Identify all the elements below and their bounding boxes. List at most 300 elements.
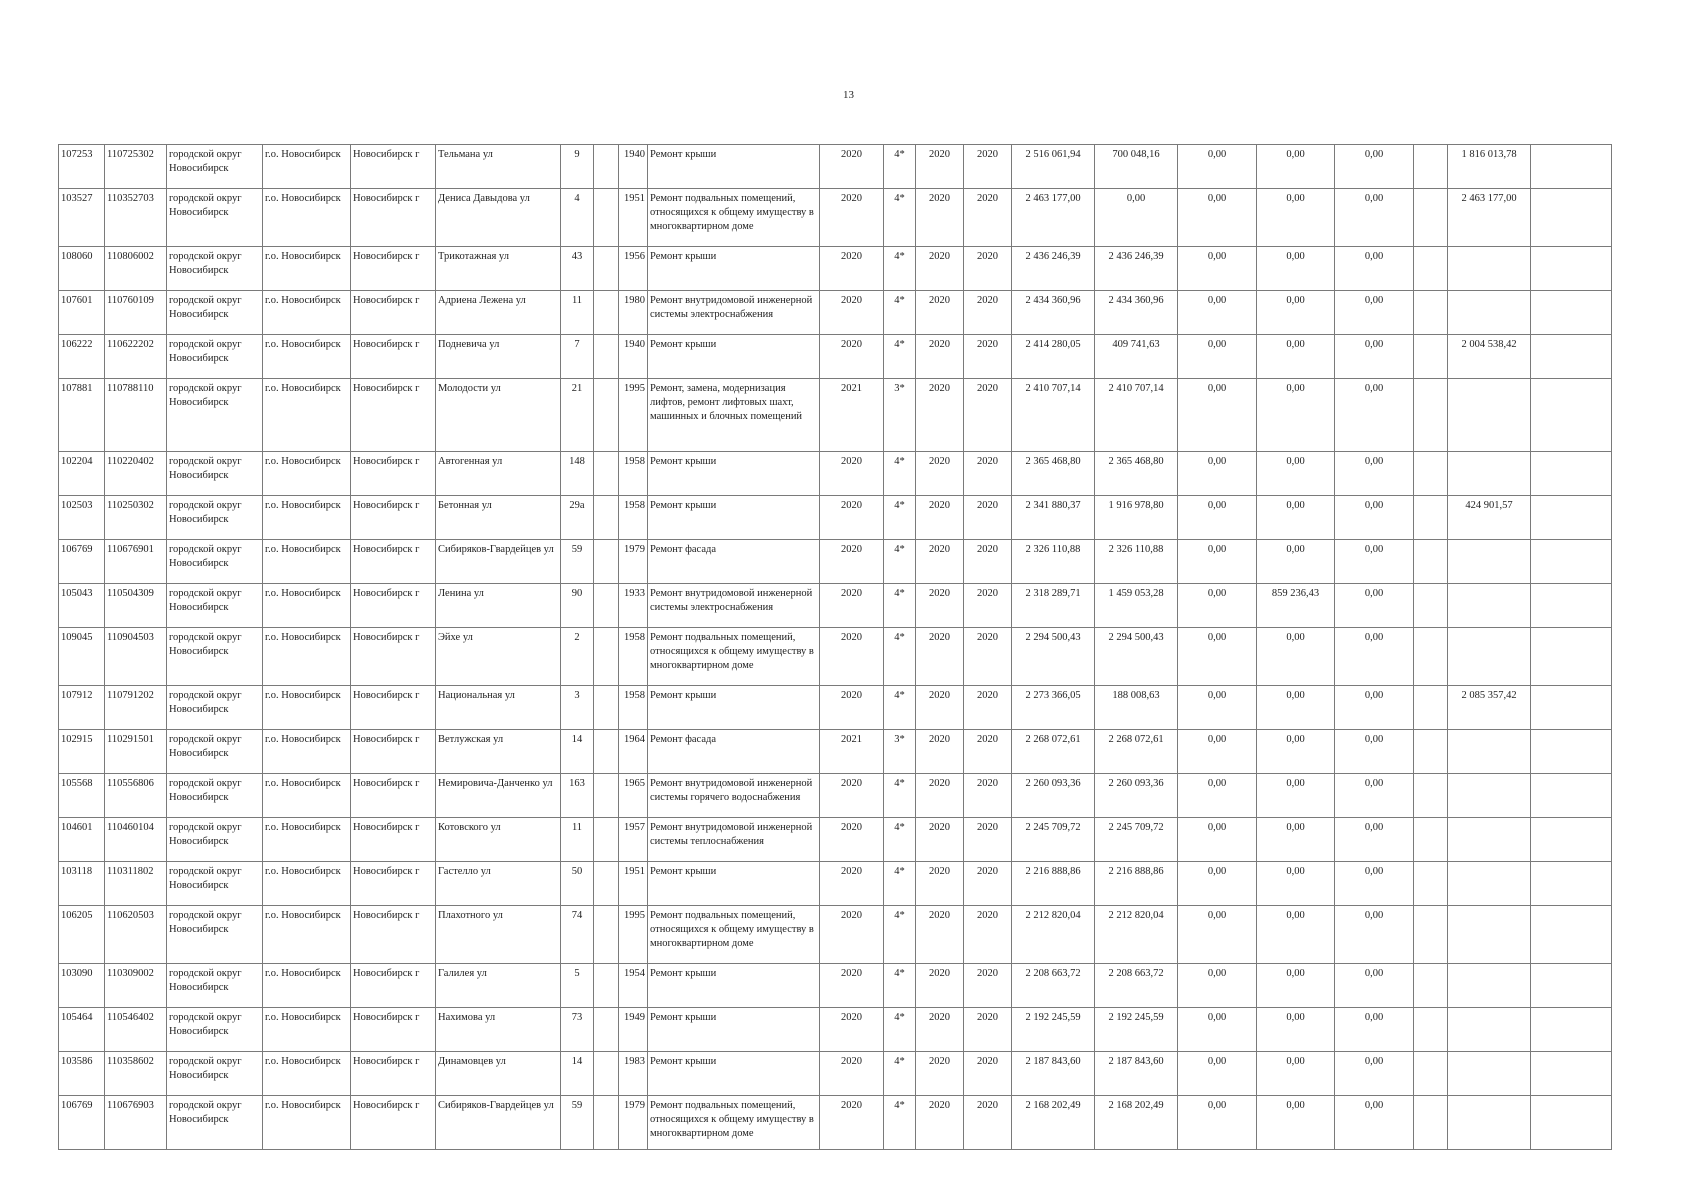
cell-extra — [1414, 335, 1448, 379]
cell-note — [1531, 247, 1612, 291]
cell-house-code: 110676903 — [105, 1096, 167, 1150]
cell-start-year: 2020 — [916, 906, 964, 964]
cell-work-type: Ремонт фасада — [648, 730, 820, 774]
cell-end-year: 2020 — [964, 496, 1012, 540]
cell-city: Новосибирск г — [351, 540, 436, 584]
cell-work-type: Ремонт внутридомовой инженерной системы электроснабжения — [648, 291, 820, 335]
table-row — [59, 496, 1612, 540]
cell-note — [1531, 496, 1612, 540]
cell-settlement: г.о. Новосибирск — [263, 862, 351, 906]
cell-end-year: 2020 — [964, 730, 1012, 774]
cell-plan-year: 2020 — [820, 862, 884, 906]
cell-house-code: 110546402 — [105, 1008, 167, 1052]
cell-start-year: 2020 — [916, 247, 964, 291]
cell-note — [1531, 906, 1612, 964]
cell-extra — [1414, 906, 1448, 964]
cell-other-sources: 1 816 013,78 — [1448, 145, 1531, 189]
cell-street: Сибиряков-Гвардейцев ул — [436, 540, 561, 584]
cell-building — [594, 628, 619, 686]
cell-plan-year: 2020 — [820, 584, 884, 628]
cell-fund-owners: 0,00 — [1335, 291, 1414, 335]
cell-fund-federal: 0,00 — [1178, 189, 1257, 247]
cell-total-cost: 2 268 072,61 — [1012, 730, 1095, 774]
cell-plan-year: 2020 — [820, 1008, 884, 1052]
cell-fund-owners: 0,00 — [1335, 335, 1414, 379]
cell-house-number: 7 — [561, 335, 594, 379]
cell-object-id: 105568 — [59, 774, 105, 818]
cell-house-code: 110358602 — [105, 1052, 167, 1096]
cell-year-built: 1958 — [619, 496, 648, 540]
cell-fund-regional: 2 365 468,80 — [1095, 452, 1178, 496]
cell-house-code: 110291501 — [105, 730, 167, 774]
cell-work-type: Ремонт крыши — [648, 145, 820, 189]
cell-fund-municipal: 0,00 — [1257, 189, 1335, 247]
cell-end-year: 2020 — [964, 1008, 1012, 1052]
cell-object-id: 105464 — [59, 1008, 105, 1052]
cell-start-year: 2020 — [916, 818, 964, 862]
cell-fund-municipal: 0,00 — [1257, 774, 1335, 818]
cell-fund-regional: 2 260 093,36 — [1095, 774, 1178, 818]
cell-fund-regional: 2 168 202,49 — [1095, 1096, 1178, 1150]
cell-extra — [1414, 247, 1448, 291]
cell-street: Сибиряков-Гвардейцев ул — [436, 1096, 561, 1150]
cell-building — [594, 540, 619, 584]
cell-object-id: 102204 — [59, 452, 105, 496]
cell-year-built: 1951 — [619, 862, 648, 906]
cell-street: Тельмана ул — [436, 145, 561, 189]
cell-city: Новосибирск г — [351, 964, 436, 1008]
cell-note — [1531, 964, 1612, 1008]
cell-year-built: 1956 — [619, 247, 648, 291]
cell-municipality: городской округ Новосибирск — [167, 1096, 263, 1150]
table-row — [59, 145, 1612, 189]
cell-fund-owners: 0,00 — [1335, 774, 1414, 818]
cell-fund-federal: 0,00 — [1178, 584, 1257, 628]
cell-object-id: 107253 — [59, 145, 105, 189]
cell-total-cost: 2 245 709,72 — [1012, 818, 1095, 862]
cell-extra — [1414, 145, 1448, 189]
cell-work-type: Ремонт внутридомовой инженерной системы горячего водоснабжения — [648, 774, 820, 818]
cell-extra — [1414, 291, 1448, 335]
cell-municipality: городской округ Новосибирск — [167, 247, 263, 291]
cell-start-year: 2020 — [916, 540, 964, 584]
cell-total-cost: 2 436 246,39 — [1012, 247, 1095, 291]
cell-plan-year: 2020 — [820, 247, 884, 291]
cell-fund-municipal: 0,00 — [1257, 818, 1335, 862]
cell-plan-year: 2020 — [820, 291, 884, 335]
cell-total-cost: 2 187 843,60 — [1012, 1052, 1095, 1096]
cell-municipality: городской округ Новосибирск — [167, 584, 263, 628]
cell-priority: 4* — [884, 335, 916, 379]
cell-fund-municipal: 0,00 — [1257, 730, 1335, 774]
cell-priority: 3* — [884, 379, 916, 452]
cell-fund-regional: 0,00 — [1095, 189, 1178, 247]
cell-end-year: 2020 — [964, 774, 1012, 818]
cell-plan-year: 2020 — [820, 686, 884, 730]
table-row — [59, 818, 1612, 862]
cell-end-year: 2020 — [964, 964, 1012, 1008]
cell-priority: 4* — [884, 540, 916, 584]
cell-plan-year: 2020 — [820, 145, 884, 189]
cell-fund-federal: 0,00 — [1178, 335, 1257, 379]
cell-fund-owners: 0,00 — [1335, 584, 1414, 628]
cell-note — [1531, 145, 1612, 189]
cell-settlement: г.о. Новосибирск — [263, 189, 351, 247]
cell-fund-regional: 2 208 663,72 — [1095, 964, 1178, 1008]
cell-municipality: городской округ Новосибирск — [167, 964, 263, 1008]
cell-municipality: городской округ Новосибирск — [167, 818, 263, 862]
cell-street: Адриена Лежена ул — [436, 291, 561, 335]
cell-year-built: 1949 — [619, 1008, 648, 1052]
cell-building — [594, 686, 619, 730]
cell-municipality: городской округ Новосибирск — [167, 189, 263, 247]
cell-municipality: городской округ Новосибирск — [167, 540, 263, 584]
cell-municipality: городской округ Новосибирск — [167, 379, 263, 452]
cell-fund-owners: 0,00 — [1335, 247, 1414, 291]
cell-other-sources — [1448, 730, 1531, 774]
table-row — [59, 540, 1612, 584]
cell-year-built: 1983 — [619, 1052, 648, 1096]
cell-priority: 3* — [884, 730, 916, 774]
cell-priority: 4* — [884, 145, 916, 189]
cell-street: Бетонная ул — [436, 496, 561, 540]
cell-other-sources: 2 085 357,42 — [1448, 686, 1531, 730]
cell-year-built: 1951 — [619, 189, 648, 247]
cell-start-year: 2020 — [916, 335, 964, 379]
cell-object-id: 108060 — [59, 247, 105, 291]
cell-street: Эйхе ул — [436, 628, 561, 686]
cell-extra — [1414, 628, 1448, 686]
cell-fund-municipal: 0,00 — [1257, 1052, 1335, 1096]
cell-house-code: 110250302 — [105, 496, 167, 540]
cell-plan-year: 2021 — [820, 379, 884, 452]
cell-priority: 4* — [884, 628, 916, 686]
cell-fund-federal: 0,00 — [1178, 1052, 1257, 1096]
cell-street: Автогенная ул — [436, 452, 561, 496]
cell-street: Ветлужская ул — [436, 730, 561, 774]
cell-extra — [1414, 452, 1448, 496]
cell-fund-regional: 2 212 820,04 — [1095, 906, 1178, 964]
table-row — [59, 291, 1612, 335]
cell-plan-year: 2020 — [820, 452, 884, 496]
cell-building — [594, 818, 619, 862]
cell-extra — [1414, 584, 1448, 628]
cell-note — [1531, 686, 1612, 730]
cell-street: Котовского ул — [436, 818, 561, 862]
cell-house-number: 29а — [561, 496, 594, 540]
cell-municipality: городской округ Новосибирск — [167, 686, 263, 730]
cell-fund-owners: 0,00 — [1335, 862, 1414, 906]
table-row — [59, 584, 1612, 628]
cell-fund-owners: 0,00 — [1335, 189, 1414, 247]
cell-total-cost: 2 192 245,59 — [1012, 1008, 1095, 1052]
cell-end-year: 2020 — [964, 247, 1012, 291]
cell-year-built: 1980 — [619, 291, 648, 335]
cell-end-year: 2020 — [964, 628, 1012, 686]
cell-house-code: 110504309 — [105, 584, 167, 628]
cell-fund-federal: 0,00 — [1178, 145, 1257, 189]
cell-house-code: 110788110 — [105, 379, 167, 452]
cell-fund-federal: 0,00 — [1178, 964, 1257, 1008]
cell-house-code: 110460104 — [105, 818, 167, 862]
cell-fund-regional: 2 245 709,72 — [1095, 818, 1178, 862]
cell-house-number: 4 — [561, 189, 594, 247]
cell-plan-year: 2020 — [820, 189, 884, 247]
cell-city: Новосибирск г — [351, 1052, 436, 1096]
cell-extra — [1414, 540, 1448, 584]
cell-fund-federal: 0,00 — [1178, 862, 1257, 906]
cell-municipality: городской округ Новосибирск — [167, 291, 263, 335]
cell-work-type: Ремонт крыши — [648, 452, 820, 496]
cell-city: Новосибирск г — [351, 291, 436, 335]
cell-total-cost: 2 516 061,94 — [1012, 145, 1095, 189]
cell-plan-year: 2020 — [820, 628, 884, 686]
cell-settlement: г.о. Новосибирск — [263, 686, 351, 730]
cell-priority: 4* — [884, 584, 916, 628]
cell-fund-municipal: 0,00 — [1257, 247, 1335, 291]
cell-settlement: г.о. Новосибирск — [263, 964, 351, 1008]
cell-fund-owners: 0,00 — [1335, 818, 1414, 862]
cell-fund-federal: 0,00 — [1178, 730, 1257, 774]
cell-year-built: 1954 — [619, 964, 648, 1008]
cell-other-sources — [1448, 291, 1531, 335]
cell-object-id: 102915 — [59, 730, 105, 774]
cell-city: Новосибирск г — [351, 730, 436, 774]
cell-other-sources — [1448, 247, 1531, 291]
cell-house-number: 148 — [561, 452, 594, 496]
cell-priority: 4* — [884, 862, 916, 906]
cell-object-id: 103118 — [59, 862, 105, 906]
cell-building — [594, 452, 619, 496]
cell-start-year: 2020 — [916, 1052, 964, 1096]
cell-other-sources — [1448, 1096, 1531, 1150]
cell-note — [1531, 774, 1612, 818]
cell-other-sources — [1448, 452, 1531, 496]
cell-settlement: г.о. Новосибирск — [263, 379, 351, 452]
cell-fund-municipal: 0,00 — [1257, 628, 1335, 686]
table-row — [59, 862, 1612, 906]
cell-note — [1531, 335, 1612, 379]
cell-work-type: Ремонт крыши — [648, 1008, 820, 1052]
cell-other-sources — [1448, 906, 1531, 964]
cell-work-type: Ремонт крыши — [648, 496, 820, 540]
cell-work-type: Ремонт подвальных помещений, относящихся к общему имуществу в многоквартирном доме — [648, 906, 820, 964]
cell-house-number: 74 — [561, 906, 594, 964]
cell-other-sources — [1448, 862, 1531, 906]
cell-extra — [1414, 964, 1448, 1008]
cell-total-cost: 2 216 888,86 — [1012, 862, 1095, 906]
table-row — [59, 379, 1612, 452]
cell-end-year: 2020 — [964, 1052, 1012, 1096]
cell-house-code: 110725302 — [105, 145, 167, 189]
cell-work-type: Ремонт крыши — [648, 862, 820, 906]
cell-settlement: г.о. Новосибирск — [263, 247, 351, 291]
cell-plan-year: 2020 — [820, 818, 884, 862]
cell-start-year: 2020 — [916, 189, 964, 247]
cell-fund-municipal: 0,00 — [1257, 379, 1335, 452]
cell-end-year: 2020 — [964, 379, 1012, 452]
cell-other-sources: 2 463 177,00 — [1448, 189, 1531, 247]
cell-priority: 4* — [884, 906, 916, 964]
cell-object-id: 104601 — [59, 818, 105, 862]
cell-work-type: Ремонт, замена, модернизация лифтов, ремонт лифтовых шахт, машинных и блочных помещений — [648, 379, 820, 452]
cell-total-cost: 2 326 110,88 — [1012, 540, 1095, 584]
cell-priority: 4* — [884, 452, 916, 496]
cell-object-id: 106769 — [59, 1096, 105, 1150]
cell-extra — [1414, 379, 1448, 452]
cell-fund-federal: 0,00 — [1178, 379, 1257, 452]
cell-city: Новосибирск г — [351, 335, 436, 379]
cell-house-number: 14 — [561, 730, 594, 774]
cell-plan-year: 2020 — [820, 964, 884, 1008]
cell-work-type: Ремонт подвальных помещений, относящихся к общему имуществу в многоквартирном доме — [648, 1096, 820, 1150]
cell-priority: 4* — [884, 774, 916, 818]
cell-house-code: 110620503 — [105, 906, 167, 964]
cell-fund-municipal: 0,00 — [1257, 496, 1335, 540]
cell-note — [1531, 628, 1612, 686]
cell-object-id: 103090 — [59, 964, 105, 1008]
cell-fund-owners: 0,00 — [1335, 496, 1414, 540]
cell-year-built: 1958 — [619, 452, 648, 496]
table-row — [59, 964, 1612, 1008]
cell-plan-year: 2020 — [820, 774, 884, 818]
cell-house-number: 90 — [561, 584, 594, 628]
cell-fund-federal: 0,00 — [1178, 452, 1257, 496]
cell-settlement: г.о. Новосибирск — [263, 452, 351, 496]
cell-start-year: 2020 — [916, 584, 964, 628]
cell-fund-federal: 0,00 — [1178, 774, 1257, 818]
cell-other-sources: 424 901,57 — [1448, 496, 1531, 540]
cell-work-type: Ремонт внутридомовой инженерной системы электроснабжения — [648, 584, 820, 628]
cell-municipality: городской округ Новосибирск — [167, 774, 263, 818]
table-row — [59, 452, 1612, 496]
cell-house-code: 110806002 — [105, 247, 167, 291]
cell-other-sources — [1448, 379, 1531, 452]
cell-total-cost: 2 414 280,05 — [1012, 335, 1095, 379]
cell-plan-year: 2020 — [820, 906, 884, 964]
cell-fund-owners: 0,00 — [1335, 964, 1414, 1008]
cell-start-year: 2020 — [916, 774, 964, 818]
table-row — [59, 774, 1612, 818]
cell-fund-municipal: 0,00 — [1257, 1008, 1335, 1052]
cell-fund-municipal: 0,00 — [1257, 686, 1335, 730]
cell-building — [594, 496, 619, 540]
cell-year-built: 1957 — [619, 818, 648, 862]
cell-work-type: Ремонт крыши — [648, 964, 820, 1008]
cell-house-code: 110220402 — [105, 452, 167, 496]
cell-city: Новосибирск г — [351, 686, 436, 730]
cell-note — [1531, 540, 1612, 584]
cell-building — [594, 247, 619, 291]
cell-fund-owners: 0,00 — [1335, 540, 1414, 584]
cell-municipality: городской округ Новосибирск — [167, 452, 263, 496]
cell-fund-federal: 0,00 — [1178, 247, 1257, 291]
cell-fund-municipal: 0,00 — [1257, 452, 1335, 496]
cell-start-year: 2020 — [916, 452, 964, 496]
cell-fund-municipal: 0,00 — [1257, 862, 1335, 906]
cell-start-year: 2020 — [916, 686, 964, 730]
cell-note — [1531, 818, 1612, 862]
cell-object-id: 102503 — [59, 496, 105, 540]
table-row — [59, 247, 1612, 291]
cell-building — [594, 335, 619, 379]
cell-municipality: городской округ Новосибирск — [167, 730, 263, 774]
cell-settlement: г.о. Новосибирск — [263, 540, 351, 584]
cell-house-number: 11 — [561, 291, 594, 335]
cell-street: Ленина ул — [436, 584, 561, 628]
cell-note — [1531, 1052, 1612, 1096]
cell-total-cost: 2 434 360,96 — [1012, 291, 1095, 335]
table-row — [59, 1052, 1612, 1096]
cell-settlement: г.о. Новосибирск — [263, 584, 351, 628]
table-row — [59, 686, 1612, 730]
cell-street: Нахимова ул — [436, 1008, 561, 1052]
cell-city: Новосибирск г — [351, 379, 436, 452]
cell-end-year: 2020 — [964, 145, 1012, 189]
cell-street: Плахотного ул — [436, 906, 561, 964]
cell-work-type: Ремонт крыши — [648, 686, 820, 730]
cell-house-number: 43 — [561, 247, 594, 291]
cell-total-cost: 2 294 500,43 — [1012, 628, 1095, 686]
cell-end-year: 2020 — [964, 584, 1012, 628]
cell-year-built: 1995 — [619, 906, 648, 964]
cell-fund-owners: 0,00 — [1335, 730, 1414, 774]
cell-year-built: 1964 — [619, 730, 648, 774]
cell-fund-regional: 2 268 072,61 — [1095, 730, 1178, 774]
cell-fund-federal: 0,00 — [1178, 686, 1257, 730]
cell-extra — [1414, 1052, 1448, 1096]
cell-other-sources — [1448, 1008, 1531, 1052]
cell-settlement: г.о. Новосибирск — [263, 145, 351, 189]
cell-end-year: 2020 — [964, 906, 1012, 964]
cell-fund-regional: 2 216 888,86 — [1095, 862, 1178, 906]
cell-street: Динамовцев ул — [436, 1052, 561, 1096]
cell-extra — [1414, 862, 1448, 906]
cell-fund-municipal: 0,00 — [1257, 335, 1335, 379]
cell-fund-federal: 0,00 — [1178, 1096, 1257, 1150]
cell-building — [594, 189, 619, 247]
cell-start-year: 2020 — [916, 496, 964, 540]
cell-year-built: 1933 — [619, 584, 648, 628]
cell-fund-owners: 0,00 — [1335, 628, 1414, 686]
cell-building — [594, 291, 619, 335]
cell-end-year: 2020 — [964, 862, 1012, 906]
cell-fund-municipal: 0,00 — [1257, 906, 1335, 964]
cell-city: Новосибирск г — [351, 628, 436, 686]
cell-total-cost: 2 208 663,72 — [1012, 964, 1095, 1008]
cell-house-number: 9 — [561, 145, 594, 189]
cell-fund-regional: 2 436 246,39 — [1095, 247, 1178, 291]
cell-fund-regional: 2 294 500,43 — [1095, 628, 1178, 686]
cell-house-number: 14 — [561, 1052, 594, 1096]
cell-other-sources — [1448, 964, 1531, 1008]
cell-fund-regional: 2 410 707,14 — [1095, 379, 1178, 452]
cell-extra — [1414, 1008, 1448, 1052]
cell-fund-municipal: 859 236,43 — [1257, 584, 1335, 628]
cell-other-sources — [1448, 818, 1531, 862]
cell-work-type: Ремонт подвальных помещений, относящихся к общему имуществу в многоквартирном доме — [648, 628, 820, 686]
cell-priority: 4* — [884, 1008, 916, 1052]
cell-house-number: 5 — [561, 964, 594, 1008]
cell-priority: 4* — [884, 1096, 916, 1150]
cell-end-year: 2020 — [964, 335, 1012, 379]
cell-object-id: 106222 — [59, 335, 105, 379]
cell-extra — [1414, 730, 1448, 774]
cell-fund-regional: 409 741,63 — [1095, 335, 1178, 379]
cell-start-year: 2020 — [916, 1008, 964, 1052]
cell-fund-regional: 1 916 978,80 — [1095, 496, 1178, 540]
cell-work-type: Ремонт крыши — [648, 1052, 820, 1096]
